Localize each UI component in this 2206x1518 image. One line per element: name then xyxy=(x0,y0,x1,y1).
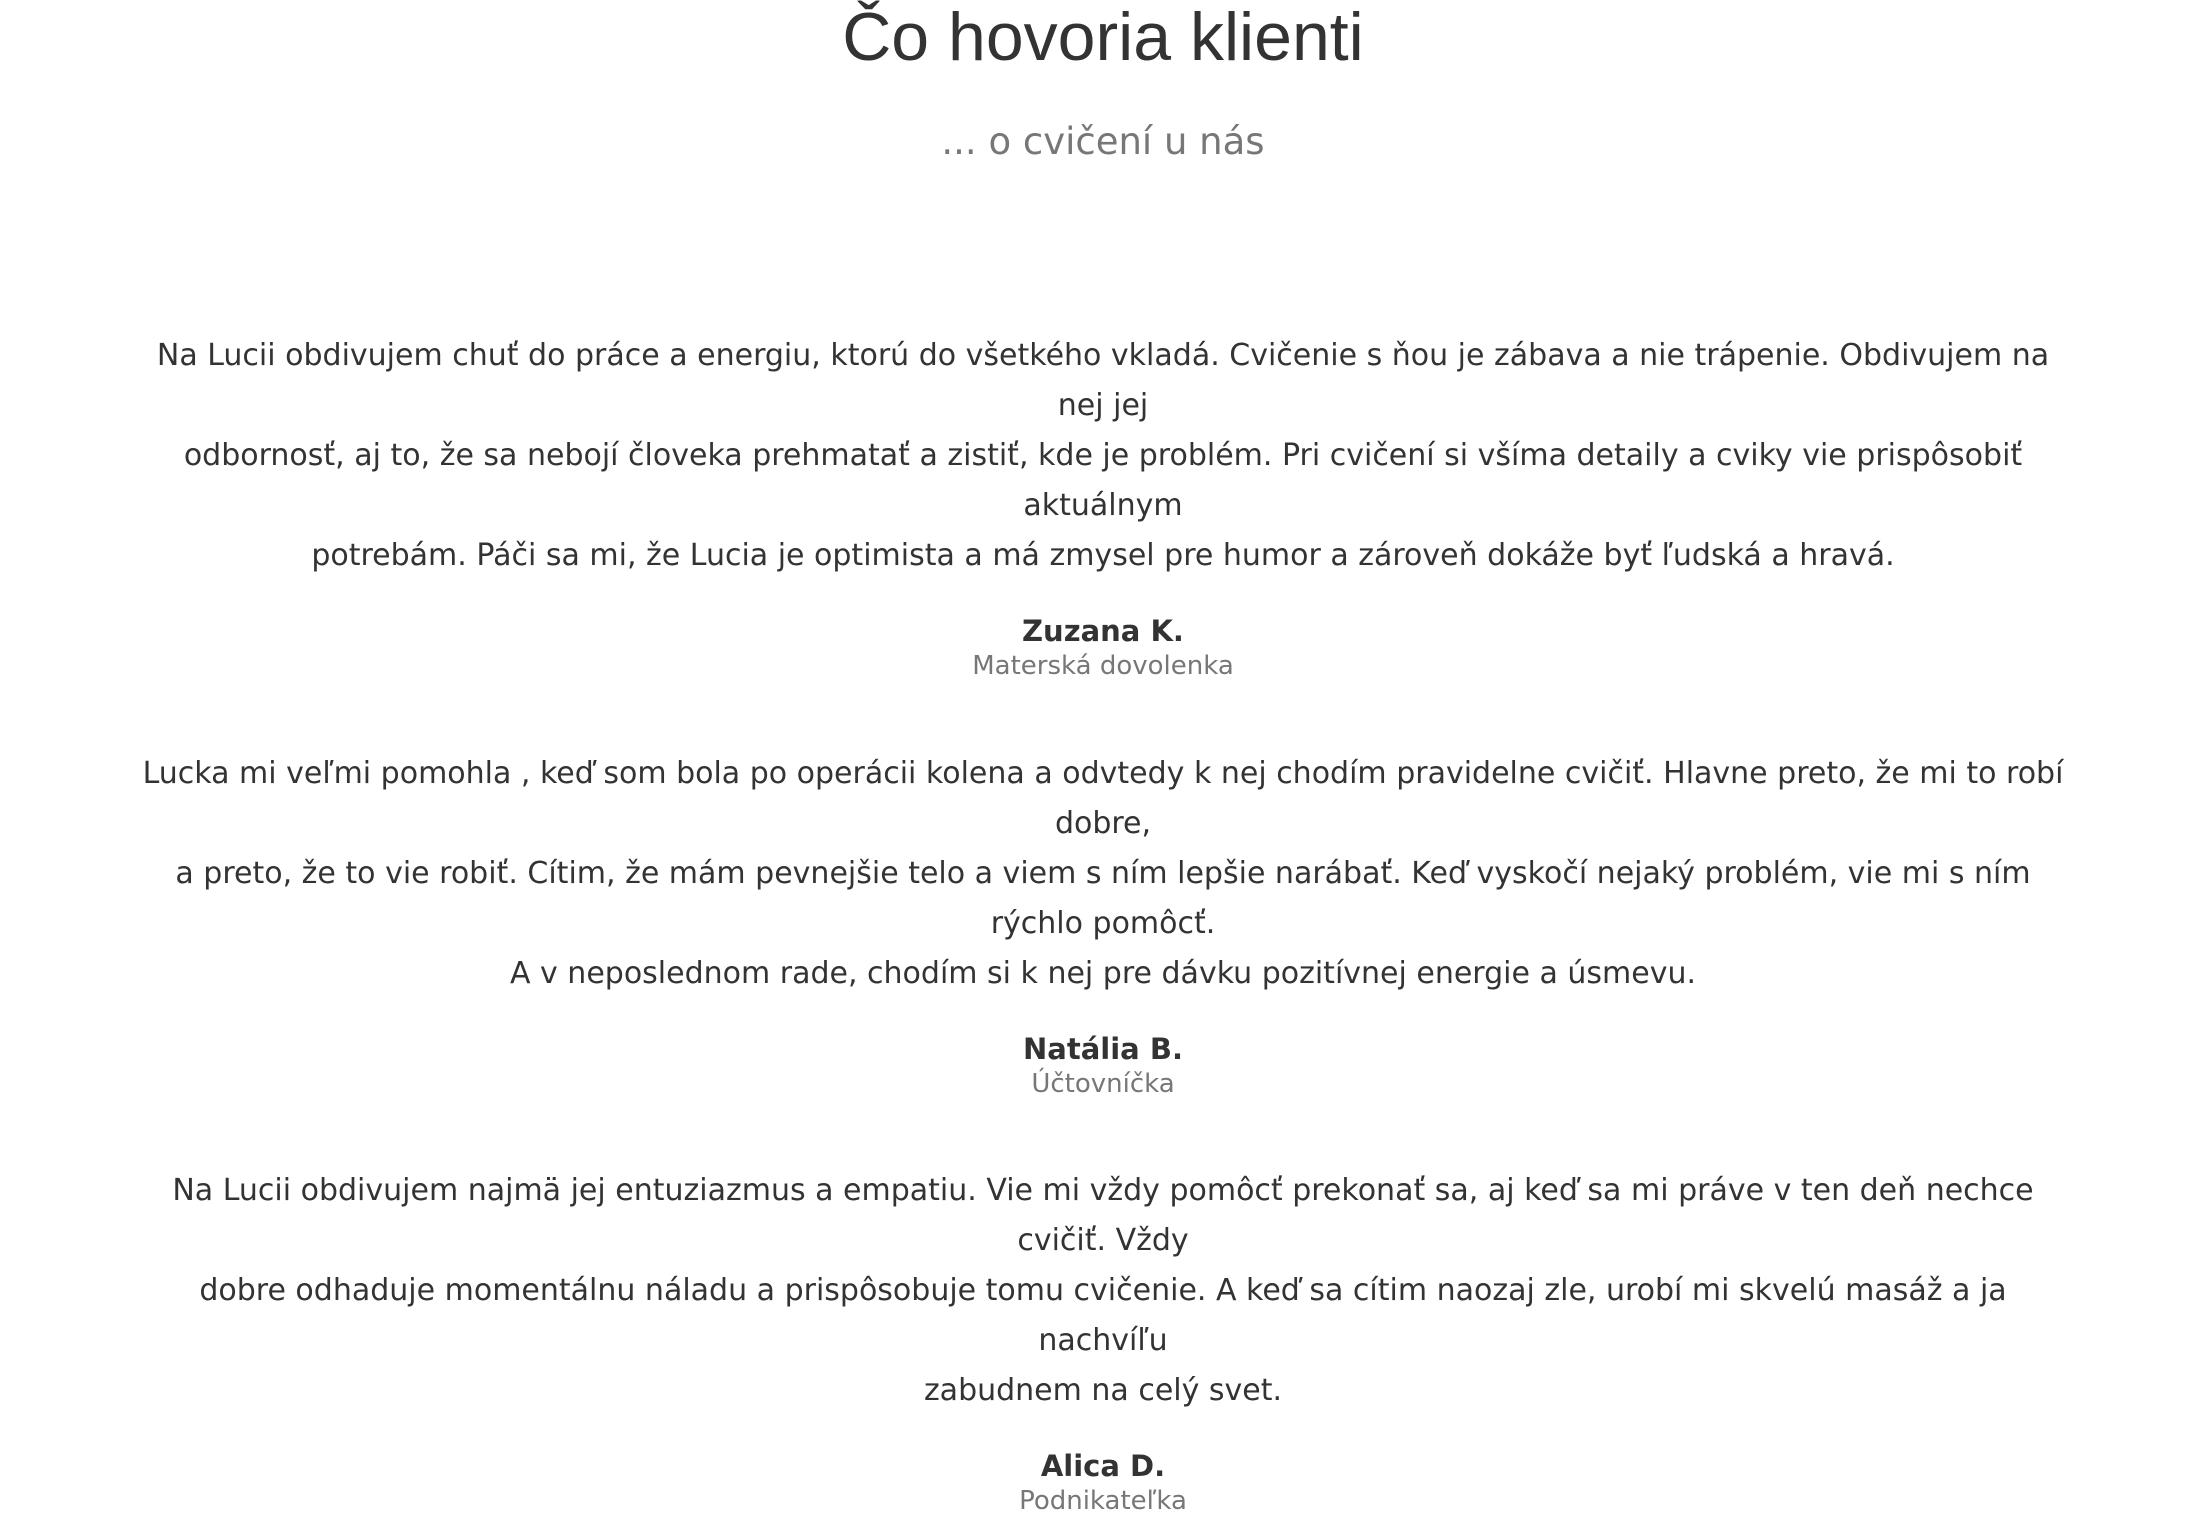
quote-line: Na Lucii obdivujem najmä jej entuziazmus a empatiu. Vie mi vždy pomôcť prekonať sa, aj keď sa mi práve v ten deň nechce cvičiť. Vždy xyxy=(172,1173,2034,1258)
testimonial xyxy=(130,331,2076,683)
testimonial-author: Zuzana K. xyxy=(1022,614,1184,648)
testimonial-quote xyxy=(130,331,2076,581)
testimonial-quote xyxy=(130,1166,2076,1416)
quote-line: Na Lucii obdivujem chuť do práce a energiu, ktorú do všetkého vkladá. Cvičenie s ňou je zábava a nie trápenie. Obdivujem na nej jej xyxy=(156,338,2050,423)
quote-line: potrebám. Páči sa mi, že Lucia je optimista a má zmysel pre humor a zároveň dokáže byť ľudská a hravá. xyxy=(311,538,1895,573)
testimonial-author: Alica D. xyxy=(1040,1449,1166,1483)
quote-line: A v neposlednom rade, chodím si k nej pre dávku pozitívnej energie a úsmevu. xyxy=(509,956,1697,991)
testimonial-role: Materská dovolenka xyxy=(972,651,1234,681)
quote-line: dobre odhaduje momentálnu náladu a prispôsobuje tomu cvičenie. A keď sa cítim naozaj zle, urobí mi skvelú masáž a ja nachvíľu xyxy=(199,1273,2007,1358)
testimonial xyxy=(130,749,2076,1101)
testimonial-quote xyxy=(130,749,2076,999)
quote-line: zabudnem na celý svet. xyxy=(923,1373,1283,1408)
testimonial xyxy=(130,1166,2076,1518)
quote-line: odbornosť, aj to, že sa nebojí človeka prehmatať a zistiť, kde je problém. Pri cvičení si všíma detaily a cviky vie prispôsobiť aktuálnym xyxy=(183,438,2023,523)
quote-line: a preto, že to vie robiť. Cítim, že mám pevnejšie telo a viem s ním lepšie narábať. Keď vyskočí nejaký problém, vie mi s ním rýchlo pomôcť. xyxy=(175,856,2031,941)
quote-line: Lucka mi veľmi pomohla , keď som bola po operácii kolena a odvtedy k nej chodím pravidelne cvičiť. Hlavne preto, že mi to robí dobre, xyxy=(142,756,2064,841)
testimonial-role: Podnikateľka xyxy=(1019,1486,1187,1516)
page-title: Čo hovoria klienti xyxy=(842,0,1364,75)
testimonial-author: Natália B. xyxy=(1023,1032,1183,1066)
page-subtitle: ... o cvičení u nás xyxy=(941,120,1265,163)
testimonial-role: Účtovníčka xyxy=(1031,1069,1175,1099)
